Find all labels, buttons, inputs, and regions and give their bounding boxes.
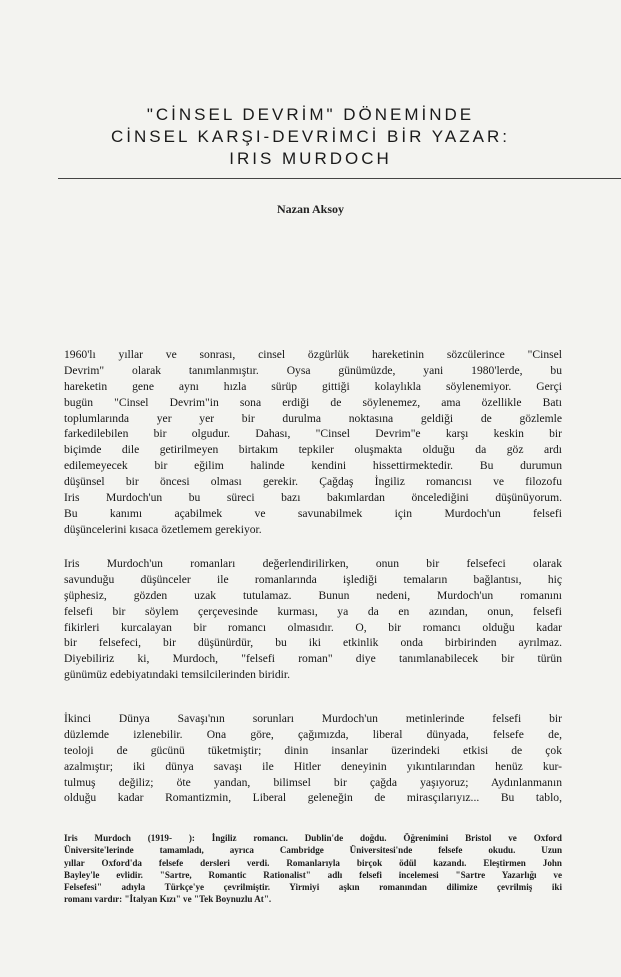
footnote-line: Üniversite'lerinde tamamladı, ayrıca Cambridge Üniversitesi'nde felsefe okudu. Uzun <box>64 845 562 856</box>
footnote-line: Felsefesi" adıyla Türkçe'ye çevrilmiştir. Yirmiyi aşkın romanından dilimize çevrilmiş iki <box>64 882 562 893</box>
text-line: hareketin gene aynı hızla sürüp gittiği kolaylıkla söylenemiyor. Gerçi <box>64 379 562 393</box>
text-line: edilemeyecek bir eğilim halinde kendini hissettirmektedir. Bu durumun <box>64 459 562 473</box>
text-line: Iris Murdoch'un bu süreci bazı bakımlardan öncelediğini düşünüyorum. <box>64 491 562 505</box>
footnote <box>64 832 562 906</box>
text-line: bugün "Cinsel Devrim"in sona erdiği de söylenemez, ama özellikle Batı <box>64 395 562 409</box>
text-line: tulmuş değiliz; öte yandan, bilimsel bir çağda yaşıyoruz; Aydınlanmanın <box>64 775 562 789</box>
text-line: olduğu kadar Romantizmin, Liberal geleneğin de mirasçılarıyız... Bu tablo, <box>64 791 562 805</box>
text-line: farkedilebilen bir olgudur. Dahası, "Cinsel Devrim"e karşı keskin bir <box>64 427 562 441</box>
text-line: şüphesiz, gözden uzak tutulamaz. Bunun nedeni, Murdoch'un romanını <box>64 588 562 602</box>
footnote-line: romanı vardır: "İtalyan Kızı" ve "Tek Boynuzlu At". <box>64 894 272 905</box>
text-line: fikirleri kurcalayan bir romancı olmasıdır. O, bir romancı olduğu kadar <box>64 620 562 634</box>
text-line: Devrim" olarak tanımlanmıştır. Oysa günümüzde, yani 1980'lerde, bu <box>64 363 562 377</box>
footnote-line: Bayley'le evlidir. "Sartre, Romantic Rationalist" adlı felsefi incelemesi "Sartre Yazarlığı ve <box>64 869 562 880</box>
text-line: 1960'lı yıllar ve sonrası, cinsel özgürlük hareketinin sözcülerince "Cinsel <box>64 348 562 361</box>
paragraph-3 <box>64 711 562 806</box>
title-rule <box>58 178 621 179</box>
text-line: felsefi bir söylem çerçevesinde kurması, ya da en azından, onun, felsefi <box>64 604 562 618</box>
footnote-line: Iris Murdoch (1919- ): İngiliz romancı. Dublin'de doğdu. Öğrenimini Bristol ve Oxford <box>64 833 562 843</box>
paragraph-2 <box>64 556 562 683</box>
text-line: bir felsefeci, bir düşünürdür, bu iki etkinlik onda birbirinden ayrılmaz. <box>64 636 562 650</box>
title-line-2: CİNSEL KARŞI-DEVRİMCİ BİR YAZAR: <box>111 127 510 146</box>
text-line: teoloji de gücünü tüketmiştir; dinin insanlar üzerindeki etkisi de çok <box>64 743 562 757</box>
text-line: Bu kanımı açabilmek ve savunabilmek için Murdoch'un felsefi <box>64 506 562 520</box>
text-line: düşüncelerini kısaca özetlemem gerekiyor. <box>64 522 262 536</box>
text-line: düşünsel bir öncesi olması gerekir. Çağdaş İngiliz romancısı ve filozofu <box>64 475 562 489</box>
text-line: azalmıştır; iki dünya savaşı ile Hitler deneyinin yıkıntılarından henüz kur- <box>64 759 562 773</box>
footnote-line: yıllar Oxford'da felsefe dersleri verdi. Romanlarıyla birçok ödül kazandı. Eleştirmen John <box>64 857 562 868</box>
text-line: Diyebiliriz ki, Murdoch, "felsefi roman" diye tanımlanabilecek bir türün <box>64 652 562 666</box>
title-line-3: IRIS MURDOCH <box>229 149 392 168</box>
title-line-1: "CİNSEL DEVRİM" DÖNEMİNDE <box>146 105 475 124</box>
paragraph-1 <box>64 347 562 538</box>
text-line: toplumlarında yer yer bir durulma noktasına geldiği de gözlemle <box>64 411 562 425</box>
author-name: Nazan Aksoy <box>276 202 344 216</box>
text-line: savunduğu düşünceler ile romanlarında işlediği temaların bağlantısı, hiç <box>64 572 562 586</box>
text-line: İkinci Dünya Savaşı'nın sorunları Murdoch'un metinlerinde felsefi bir <box>64 712 562 725</box>
text-line: Iris Murdoch'un romanları değerlendirilirken, onun bir felsefeci olarak <box>64 557 562 570</box>
text-line: günümüz edebiyatındaki temsilcilerinden biridir. <box>64 668 291 682</box>
text-line: biçimde dile getirilmeyen birtakım tepkiler oluşmakta olduğu da göz ardı <box>64 443 562 457</box>
article-title <box>20 104 601 170</box>
text-line: düzlemde izlenebilir. Ona göre, çağımızda, liberal dünyada, felsefe de, <box>64 727 562 741</box>
